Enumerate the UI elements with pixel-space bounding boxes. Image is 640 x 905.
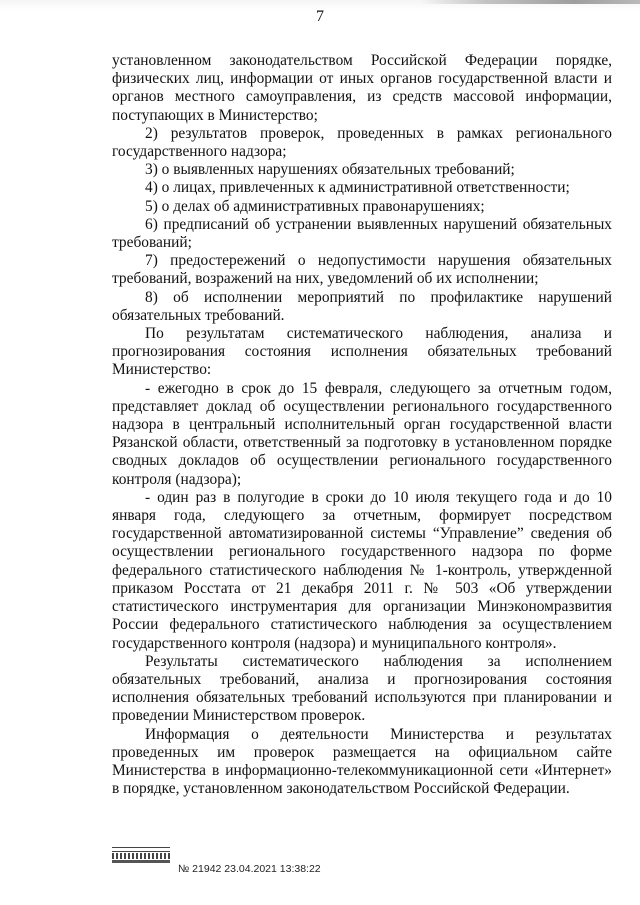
page-number: 7: [316, 8, 324, 25]
registration-stamp-icon: [112, 847, 170, 863]
paragraph: установленном законодательством Российской Федерации порядке, физических лиц, информации от иных органов государственной власти и органов местного самоуправления, из средств массовой информации, поступающих в Министерство;: [112, 52, 612, 124]
paragraph: Информация о деятельности Министерства и результатах проведенных им проверок размещается на официальном сайте Министерства в информационно-телекоммуникационной сети «Интернет» в порядке, установленном законодательством Российской Федерации.: [112, 725, 612, 798]
paragraph: 7) предостережений о недопустимости нарушения обязательных требований, возражений на них, уведомлений об их исполнении;: [112, 252, 612, 288]
paragraph: 3) о выявленных нарушениях обязательных требований;: [145, 161, 515, 179]
paragraph: Результаты систематического наблюдения за исполнением обязательных требований, анализа и прогнозирования состояния исполнения обязательных требований используются при планировании и проведении Министерством проверок.: [112, 652, 612, 725]
paragraph: 8) об исполнении мероприятий по профилактике нарушений обязательных требований.: [112, 288, 612, 324]
registration-number: № 21942 23.04.2021 13:38:22: [178, 863, 321, 875]
paragraph: 2) результатов проверок, проведенных в рамках регионального государственного надзора;: [112, 124, 612, 161]
paragraph: По результатам систематического наблюдения, анализа и прогнозирования состояния исполнения обязательных требований Министерство:: [112, 325, 612, 379]
paragraph: 5) о делах об административных правонарушениях;: [145, 197, 485, 215]
paragraph: - ежегодно в срок до 15 февраля, следующего за отчетным годом, представляет доклад об осуществлении регионального государственного надзора в центральный исполнительный орган государственной власти Рязанской области, ответственный за подготовку в установленном порядке сводных докладов об осуществлении регионального государственного контроля (надзора);: [112, 379, 612, 488]
paragraph: 6) предписаний об устранении выявленных нарушений обязательных требований;: [112, 215, 612, 252]
paragraph: - один раз в полугодие в сроки до 10 июля текущего года и до 10 января года, следующего за отчетным, формирует посредством государственной автоматизированной системы “Управление” сведения об осуществлении регионального государственного надзора по форме федерального статистического наблюдения № 1-контроль, утвержденной приказом Росстата от 21 декабря 2011 г. № 503 «Об утверждении статистического инструментария для организации Минэкономразвития России федерального статистического наблюдения за осуществлением государственного контроля (надзора) и муниципального контроля».: [112, 488, 612, 652]
paragraph: 4) о лицах, привлеченных к административной ответственности;: [145, 179, 570, 197]
scan-smudge: [420, 0, 640, 4]
document-body: [112, 52, 612, 798]
